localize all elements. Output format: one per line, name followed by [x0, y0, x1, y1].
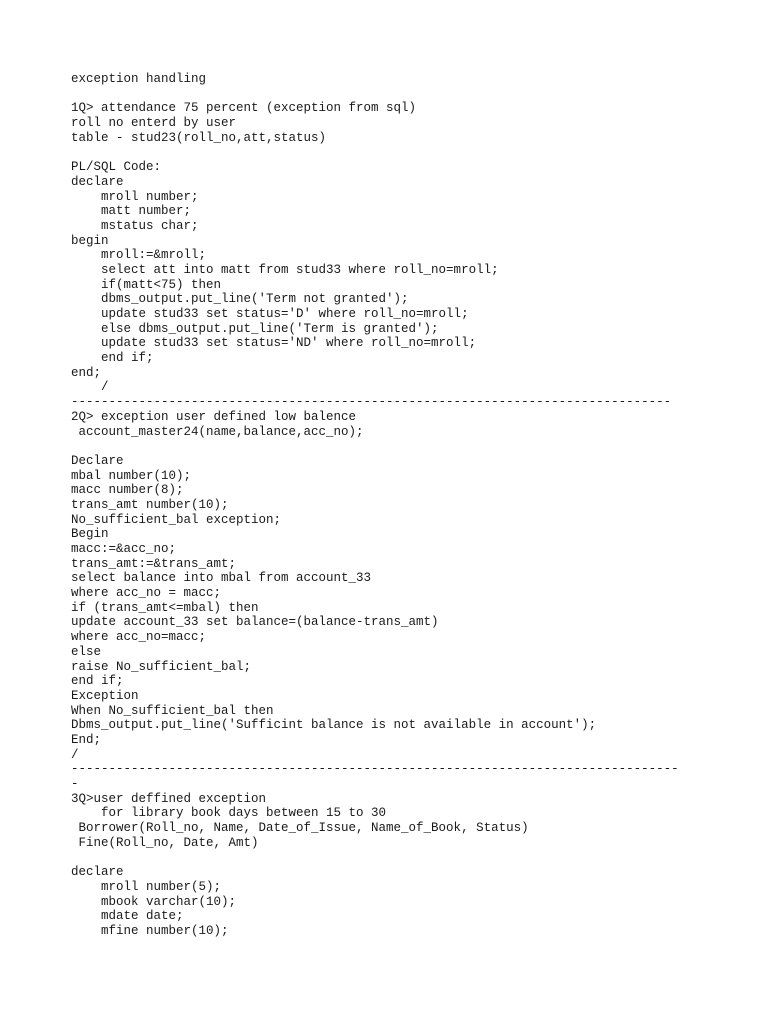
document-text	[71, 72, 751, 939]
document-line: PL/SQL Code:	[71, 160, 162, 175]
document-line: trans_amt:=&trans_amt;	[71, 556, 237, 571]
document-line: update stud33 set status='D' where roll_no=mroll;	[71, 307, 469, 321]
document-line: /	[71, 747, 79, 762]
document-line: trans_amt number(10);	[71, 497, 229, 512]
document-line: end if;	[71, 351, 154, 366]
document-line: table - stud23(roll_no,att,status)	[71, 130, 327, 145]
document-line: When No_sufficient_bal then	[71, 703, 274, 718]
document-line: Begin	[71, 527, 109, 542]
document-line: /	[71, 380, 109, 395]
document-line: 1Q> attendance 75 percent (exception from sql)	[71, 101, 417, 116]
document-line	[71, 145, 751, 160]
document-line: if(matt<75) then	[71, 277, 222, 292]
document-line: where acc_no=macc;	[71, 630, 207, 645]
document-line: account_master24(name,balance,acc_no);	[71, 424, 364, 439]
document-line: declare	[71, 174, 124, 189]
document-line: -	[71, 777, 79, 791]
document-line: declare	[71, 865, 124, 880]
document-line: macc:=&acc_no;	[71, 542, 177, 556]
document-line: mroll:=&mroll;	[71, 248, 207, 263]
document-line: --------------------------------------------------------------------------------	[71, 395, 672, 410]
document-line: where acc_no = macc;	[71, 586, 222, 601]
document-line: select att into matt from stud33 where roll_no=mroll;	[71, 262, 499, 277]
document-line: else dbms_output.put_line('Term is granted');	[71, 321, 439, 336]
document-line: end;	[71, 365, 102, 380]
document-line: exception handling	[71, 72, 207, 86]
document-line: mroll number;	[71, 189, 199, 204]
document-line: update account_33 set balance=(balance-trans_amt)	[71, 615, 439, 630]
document-line: raise No_sufficient_bal;	[71, 659, 252, 674]
document-line: if (trans_amt<=mbal) then	[71, 600, 259, 615]
document-line: mdate date;	[71, 909, 184, 924]
document-line: dbms_output.put_line('Term not granted');	[71, 292, 409, 307]
document-line: else	[71, 644, 102, 659]
document-line: mstatus char;	[71, 218, 199, 233]
document-line: for library book days between 15 to 30	[71, 806, 387, 821]
document-line: end if;	[71, 674, 124, 689]
document-line: mfine number(10);	[71, 923, 229, 938]
document-line: 3Q>user deffined exception	[71, 791, 267, 806]
document-line: matt number;	[71, 204, 192, 219]
document-line: Declare	[71, 453, 124, 468]
document-line: Exception	[71, 688, 139, 703]
document-line: No_sufficient_bal exception;	[71, 512, 282, 527]
document-line: Fine(Roll_no, Date, Amt)	[71, 835, 259, 850]
document-line: End;	[71, 732, 102, 747]
document-line	[71, 850, 751, 865]
document-line: select balance into mbal from account_33	[71, 571, 372, 586]
document-line: mbook varchar(10);	[71, 894, 237, 909]
document-line	[71, 439, 751, 454]
document-line: mbal number(10);	[71, 468, 192, 483]
document-line: 2Q> exception user defined low balence	[71, 409, 357, 424]
document-line: macc number(8);	[71, 483, 184, 498]
document-line	[71, 87, 751, 102]
document-line: mroll number(5);	[71, 879, 222, 894]
document-line: update stud33 set status='ND' where roll_no=mroll;	[71, 336, 477, 351]
document-line: begin	[71, 233, 109, 248]
document-line: Dbms_output.put_line('Sufficint balance is not available in account');	[71, 718, 597, 733]
document-line: Borrower(Roll_no, Name, Date_of_Issue, Name_of_Book, Status)	[71, 821, 529, 836]
document-line: ---------------------------------------------------------------------------------	[71, 762, 679, 777]
document-line: roll no enterd by user	[71, 116, 237, 131]
